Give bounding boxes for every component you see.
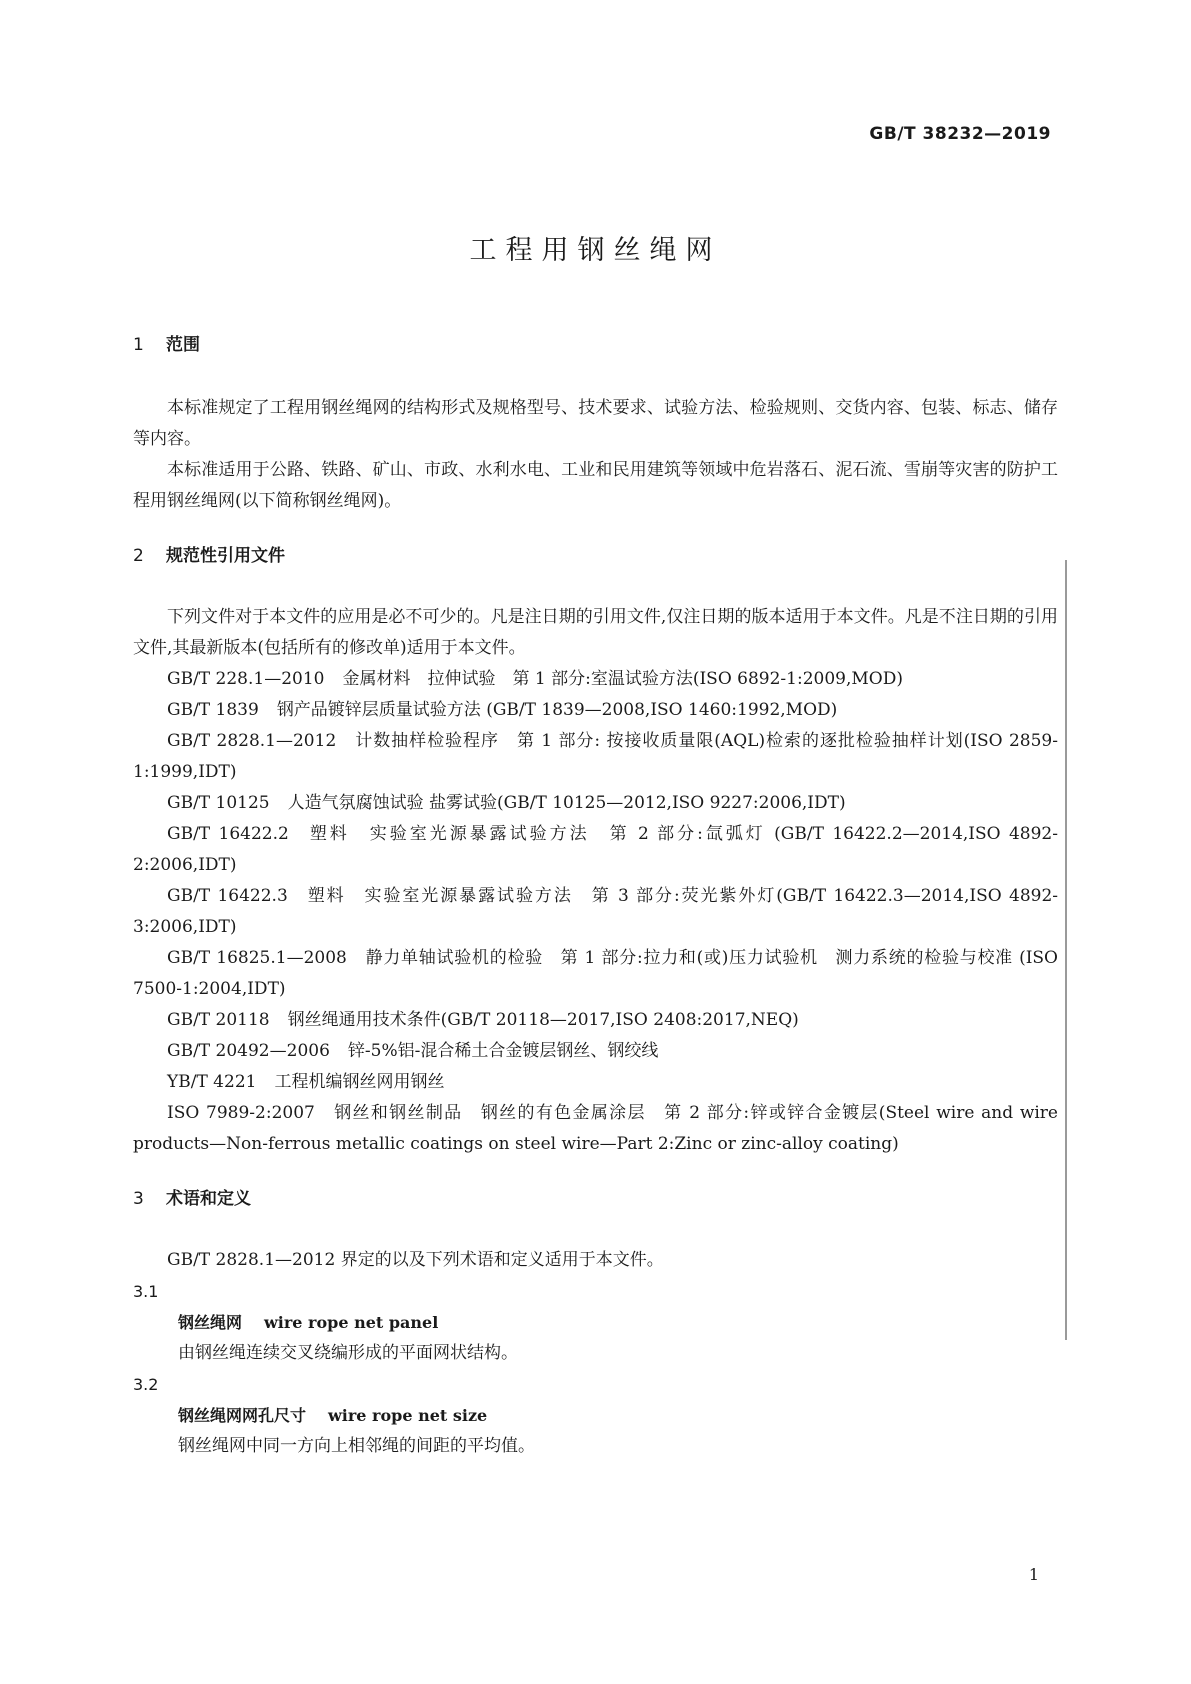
section-number: 1 bbox=[133, 335, 144, 355]
term-name-en: wire rope net size bbox=[328, 1406, 488, 1425]
paragraph: 本标准规定了工程用钢丝绳网的结构形式及规格型号、技术要求、试验方法、检验规则、交货内容、包装、标志、储存等内容。 bbox=[133, 398, 1058, 449]
reference-item bbox=[133, 1005, 1058, 1036]
reference-code: GB/T 20118 bbox=[167, 1010, 270, 1030]
reference-code: GB/T 20492—2006 bbox=[167, 1041, 330, 1061]
reference-title: 锌-5%铝-混合稀土合金镀层钢丝、钢绞线 bbox=[347, 1041, 659, 1061]
reference-code: ISO 7989-2:2007 bbox=[167, 1103, 315, 1123]
document-body bbox=[133, 330, 1058, 1462]
section-heading-terms-and-definitions bbox=[133, 1184, 1058, 1215]
reference-item bbox=[133, 788, 1058, 819]
section-heading-scope bbox=[133, 330, 1058, 361]
reference-code: GB/T 1839 bbox=[167, 700, 259, 720]
term-number: 3.2 bbox=[133, 1375, 159, 1394]
term-number: 3.1 bbox=[133, 1282, 159, 1301]
reference-item bbox=[133, 1067, 1058, 1098]
reference-title: 静力单轴试验机的检验 第 1 部分:拉力和(或)压力试验机 测力系统的检验与校准 (ISO 7500-1:2004,IDT) bbox=[133, 948, 1058, 999]
term-name-en: wire rope net panel bbox=[264, 1313, 439, 1332]
section-number: 3 bbox=[133, 1189, 144, 1209]
reference-item bbox=[133, 726, 1058, 788]
term-definition: 钢丝绳网中同一方向上相邻绳的间距的平均值。 bbox=[178, 1436, 535, 1456]
term-definition: 由钢丝绳连续交叉绕编形成的平面网状结构。 bbox=[178, 1343, 518, 1363]
standard-number: GB/T 38232—2019 bbox=[869, 124, 1051, 144]
reference-title: 人造气氛腐蚀试验 盐雾试验(GB/T 10125—2012,ISO 9227:2006,IDT) bbox=[287, 793, 846, 813]
reference-title: 工程机编钢丝网用钢丝 bbox=[274, 1072, 445, 1092]
reference-title: 钢产品镀锌层质量试验方法 (GB/T 1839—2008,ISO 1460:1992,MOD) bbox=[276, 700, 838, 720]
document-title: 工程用钢丝绳网 bbox=[469, 235, 722, 266]
paragraph: 本标准适用于公路、铁路、矿山、市政、水利水电、工业和民用建筑等领域中危岩落石、泥石流、雪崩等灾害的防护工程用钢丝绳网(以下简称钢丝绳网)。 bbox=[133, 460, 1058, 511]
section-title: 范围 bbox=[166, 335, 200, 355]
reference-code: YB/T 4221 bbox=[167, 1072, 257, 1092]
reference-item bbox=[133, 819, 1058, 881]
section-number: 2 bbox=[133, 546, 144, 566]
paragraph: GB/T 2828.1—2012 界定的以及下列术语和定义适用于本文件。 bbox=[167, 1250, 664, 1270]
term-name bbox=[133, 1307, 1058, 1338]
reference-item bbox=[133, 1098, 1058, 1160]
section-title: 规范性引用文件 bbox=[166, 546, 285, 566]
reference-item bbox=[133, 943, 1058, 1005]
reference-item bbox=[133, 881, 1058, 943]
reference-title: 塑料 实验室光源暴露试验方法 第 3 部分:荧光紫外灯(GB/T 16422.3—2014,ISO 4892-3:2006,IDT) bbox=[133, 886, 1059, 937]
reference-code: GB/T 10125 bbox=[167, 793, 270, 813]
reference-item bbox=[133, 1036, 1058, 1067]
paragraph: 下列文件对于本文件的应用是必不可少的。凡是注日期的引用文件,仅注日期的版本适用于本文件。凡是不注日期的引用文件,其最新版本(包括所有的修改单)适用于本文件。 bbox=[133, 607, 1058, 658]
reference-code: GB/T 228.1—2010 bbox=[167, 669, 325, 689]
reference-code: GB/T 16422.2 bbox=[167, 824, 289, 844]
section-title: 术语和定义 bbox=[166, 1189, 251, 1209]
reference-item bbox=[133, 664, 1058, 695]
reference-title: 塑料 实验室光源暴露试验方法 第 2 部分:氙弧灯 (GB/T 16422.2—2014,ISO 4892-2:2006,IDT) bbox=[133, 824, 1058, 875]
margin-rule bbox=[1065, 560, 1067, 1340]
reference-code: GB/T 16422.3 bbox=[167, 886, 288, 906]
term-name-zh: 钢丝绳网 bbox=[178, 1313, 243, 1332]
term-name-zh: 钢丝绳网网孔尺寸 bbox=[178, 1406, 307, 1425]
reference-title: 计数抽样检验程序 第 1 部分: 按接收质量限(AQL)检索的逐批检验抽样计划(ISO 2859-1:1999,IDT) bbox=[133, 731, 1058, 782]
reference-title: 金属材料 拉伸试验 第 1 部分:室温试验方法(ISO 6892-1:2009,MOD) bbox=[342, 669, 903, 689]
section-heading-normative-references bbox=[133, 541, 1058, 572]
reference-title: 钢丝和钢丝制品 钢丝的有色金属涂层 第 2 部分:锌或锌合金镀层(Steel wire and wire products—Non-ferrous metallic coatings on steel wire—Part 2:Zinc or zinc-alloy coating) bbox=[133, 1103, 1058, 1154]
reference-code: GB/T 16825.1—2008 bbox=[167, 948, 347, 968]
term-name bbox=[133, 1400, 1058, 1431]
page-number: 1 bbox=[1028, 1565, 1039, 1584]
reference-code: GB/T 2828.1—2012 bbox=[167, 731, 337, 751]
reference-item bbox=[133, 695, 1058, 726]
reference-title: 钢丝绳通用技术条件(GB/T 20118—2017,ISO 2408:2017,NEQ) bbox=[287, 1010, 799, 1030]
